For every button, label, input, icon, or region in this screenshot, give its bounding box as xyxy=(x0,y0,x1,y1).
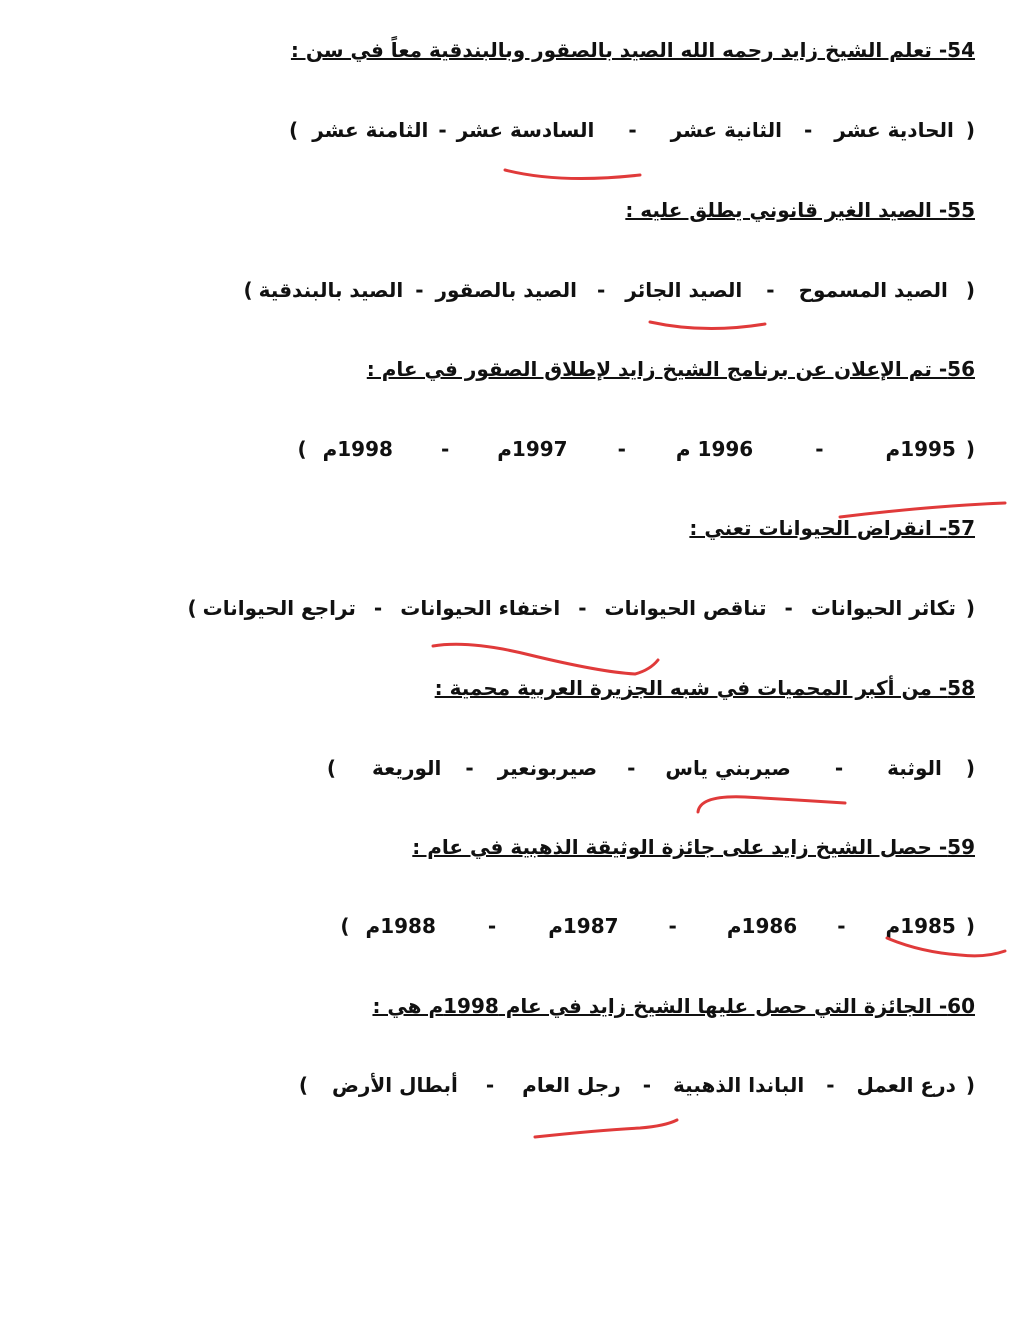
option-59-b: 1986م xyxy=(726,914,798,938)
answer-mark-58 xyxy=(698,797,845,812)
dash: - xyxy=(465,756,474,780)
dash: - xyxy=(627,756,636,780)
option-55-b: الصيد الجائر xyxy=(625,278,743,302)
dash: - xyxy=(440,437,450,461)
answer-mark-55 xyxy=(650,322,765,329)
dash: - xyxy=(766,278,775,302)
option-57-b: تناقص الحيوانات xyxy=(604,596,767,620)
option-54-d: الثامنة عشر xyxy=(312,118,429,142)
question-59: 59- حصل الشيخ زايد على جائزة الوثيقة الذهبية في عام : xyxy=(412,835,975,859)
answer-mark-60 xyxy=(535,1120,677,1137)
answer-mark-54 xyxy=(505,170,640,179)
question-54: 54- تعلم الشيخ زايد رحمه الله الصيد بالصقور وبالبندقية معاً في سن : xyxy=(290,38,975,62)
dash: - xyxy=(834,756,844,780)
answer-mark-59 xyxy=(887,938,1005,956)
dash: - xyxy=(485,1073,495,1097)
dash: - xyxy=(415,278,424,302)
dash: - xyxy=(578,596,587,620)
close-paren: ) xyxy=(187,596,197,620)
option-58-c: صيربونعير xyxy=(497,756,598,780)
close-paren: ) xyxy=(340,914,350,938)
dash: - xyxy=(487,914,497,938)
dash: - xyxy=(784,596,793,620)
open-paren: ( xyxy=(965,437,975,461)
option-55-a: الصيد المسموح xyxy=(798,278,948,302)
close-paren: ) xyxy=(298,1073,308,1097)
question-56: 56- تم الإعلان عن برنامج الشيخ زايد لإطلاق الصقور في عام : xyxy=(366,357,975,381)
dash: - xyxy=(642,1073,652,1097)
open-paren: ( xyxy=(965,118,975,142)
option-54-a: الحادية عشر xyxy=(834,118,954,142)
option-55-d: الصيد بالبندقية xyxy=(258,278,404,302)
open-paren: ( xyxy=(965,596,975,620)
dash: - xyxy=(837,914,846,938)
close-paren: ) xyxy=(289,118,299,142)
dash: - xyxy=(596,278,606,302)
option-60-b: الباندا الذهبية xyxy=(673,1073,805,1097)
open-paren: ( xyxy=(965,1073,975,1097)
question-58: 58- من أكبر المحميات في شبه الجزيرة العربية محمية : xyxy=(434,676,975,700)
dash: - xyxy=(668,914,677,938)
open-paren: ( xyxy=(965,914,975,938)
option-54-b: الثانية عشر xyxy=(670,118,782,142)
question-55: 55- الصيد الغير قانوني يطلق عليه : xyxy=(625,198,975,222)
answer-mark-57 xyxy=(433,644,658,674)
option-58-a: الوثبة xyxy=(887,756,942,780)
option-60-d: أبطال الأرض xyxy=(332,1073,458,1097)
option-56-c: 1997م xyxy=(497,437,568,461)
close-paren: ) xyxy=(243,278,253,302)
dash: - xyxy=(628,118,637,142)
dash: - xyxy=(826,1073,835,1097)
open-paren: ( xyxy=(965,278,975,302)
dash: - xyxy=(815,437,824,461)
open-paren: ( xyxy=(965,756,975,780)
dash: - xyxy=(617,437,626,461)
option-58-b: صيربني ياس xyxy=(665,756,791,780)
option-59-a: 1985م xyxy=(885,914,956,938)
answer-mark-56 xyxy=(840,503,1005,517)
question-60: 60- الجائزة التي حصل عليها الشيخ زايد في عام 1998م هي : xyxy=(372,994,975,1018)
option-55-c: الصيد بالصقور xyxy=(435,278,577,302)
option-56-d: 1998م xyxy=(322,437,393,461)
dash: - xyxy=(373,596,383,620)
dash: - xyxy=(803,118,813,142)
option-60-a: درع العمل xyxy=(856,1073,956,1097)
option-60-c: رجل العام xyxy=(522,1073,621,1097)
option-59-d: 1988م xyxy=(365,914,436,938)
question-57: 57- انقراض الحيوانات تعني : xyxy=(689,516,975,540)
close-paren: ) xyxy=(326,756,337,780)
option-56-b: 1996 م xyxy=(675,437,754,461)
dash: - xyxy=(438,118,447,142)
option-57-a: تكاثر الحيوانات xyxy=(810,596,956,620)
option-58-d: الوريعة xyxy=(372,756,442,780)
option-56-a: 1995م xyxy=(885,437,956,461)
option-59-c: 1987م xyxy=(548,914,619,938)
option-54-c: السادسة عشر xyxy=(456,118,595,142)
option-57-d: تراجع الحيوانات xyxy=(202,596,356,620)
option-57-c: اختفاء الحيوانات xyxy=(400,596,561,620)
close-paren: ) xyxy=(297,437,307,461)
